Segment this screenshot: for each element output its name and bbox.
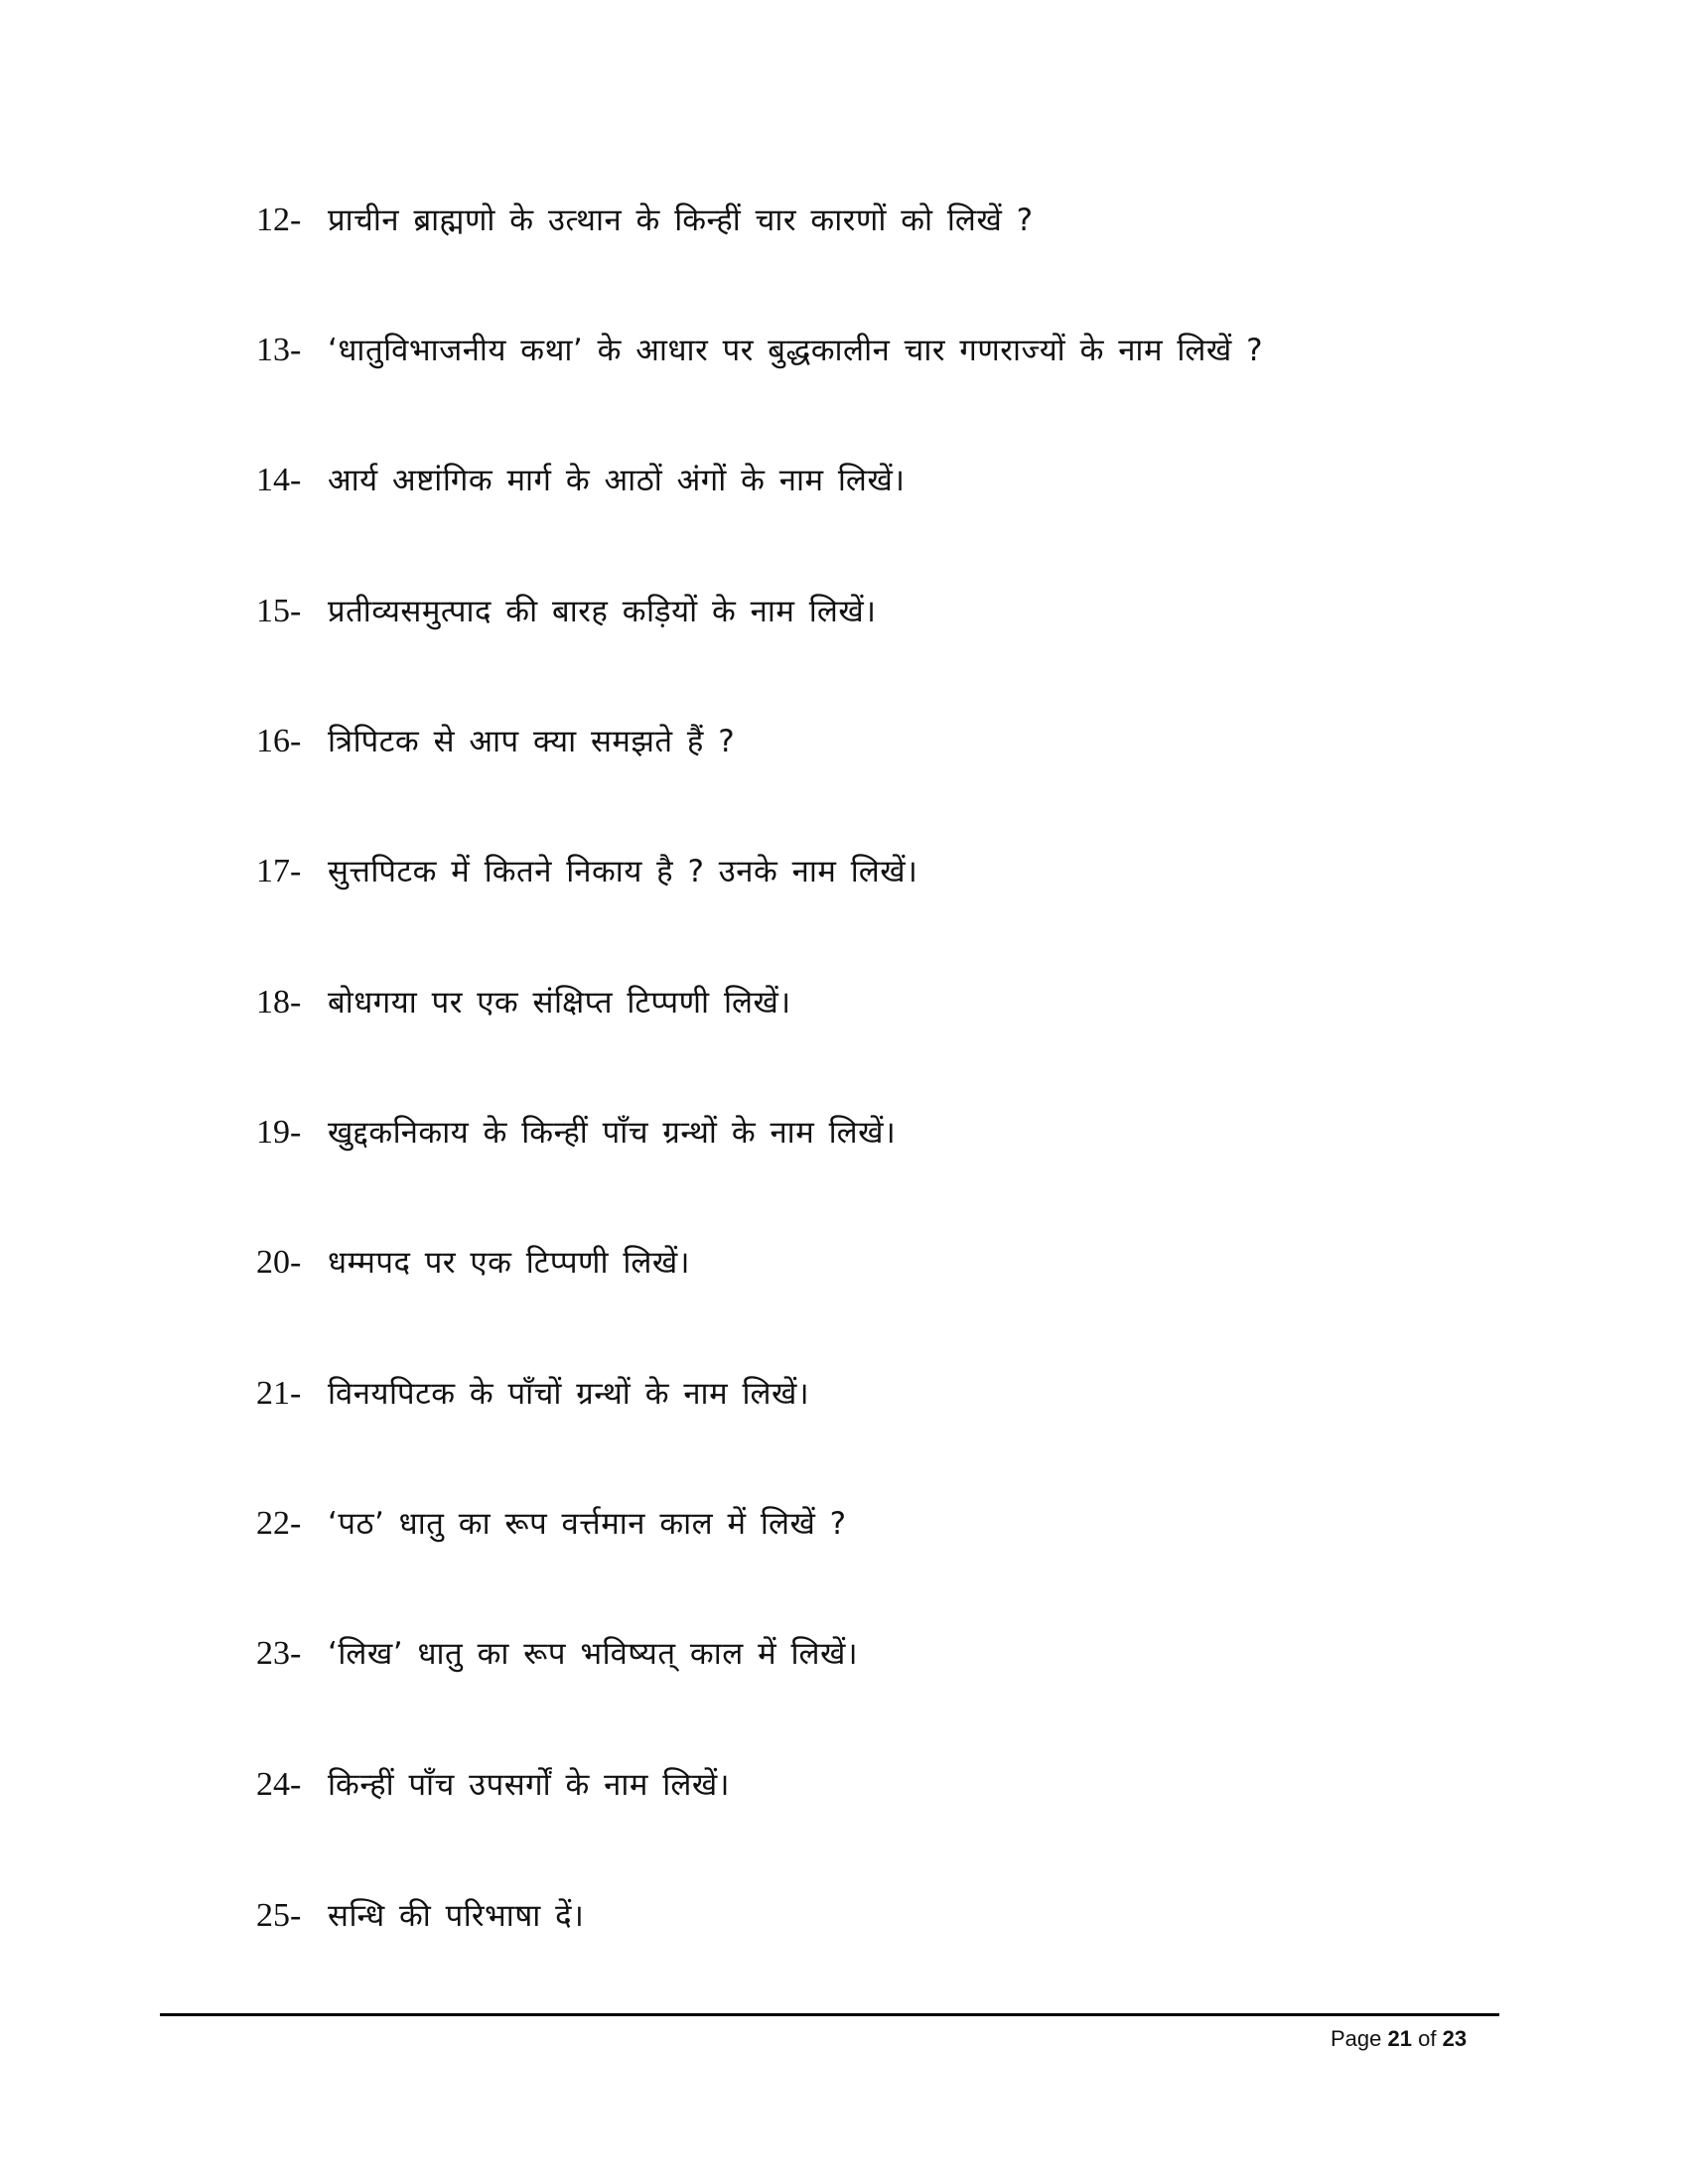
question-14 [256,456,906,505]
question-22 [256,1499,847,1549]
question-16 [256,717,735,766]
question-number: 19- [256,1114,302,1151]
question-25 [256,1891,584,1941]
page-number-footer [1331,2025,1499,2053]
question-text: सन्धि की परिभाषा दें। [328,1898,585,1934]
question-number: 23- [256,1635,302,1672]
footer-divider [160,2013,1499,2016]
question-text: प्राचीन ब्राह्मणो के उत्थान के किन्हीं चार कारणों को लिखें ? [328,203,1034,238]
question-13 [256,326,1263,375]
question-number: 20- [256,1244,302,1281]
question-number: 15- [256,593,302,629]
question-17 [256,847,917,896]
question-number: 25- [256,1897,302,1934]
question-text: खुद्दकनिकाय के किन्हीं पाँच ग्रन्थों के नाम लिखें। [328,1115,897,1151]
question-text: धम्मपद पर एक टिप्पणी लिखें। [328,1245,690,1281]
question-number: 13- [256,332,302,368]
question-12 [256,196,1034,245]
question-text: बोधगया पर एक संक्षिप्त टिप्पणी लिखें। [328,985,791,1021]
question-number: 22- [256,1505,302,1542]
question-number: 21- [256,1375,302,1412]
question-19 [256,1108,896,1158]
question-24 [256,1760,730,1810]
question-text: किन्हीं पाँच उपसर्गों के नाम लिखें। [328,1767,730,1803]
question-text: ‘लिख’ धातु का रूप भविष्यत् काल में लिखें। [328,1636,859,1672]
current-page-number: 21 [1387,2026,1412,2051]
question-20 [256,1238,690,1288]
question-number: 12- [256,202,302,238]
question-text: आर्य अष्टांगिक मार्ग के आठों अंगों के नाम लिखें। [328,463,906,498]
of-label: of [1418,2026,1437,2051]
question-number: 24- [256,1766,302,1803]
question-number: 16- [256,723,302,759]
question-number: 17- [256,853,302,889]
question-number: 14- [256,462,302,498]
question-23 [256,1629,858,1679]
question-text: प्रतीव्यसमुत्पाद की बारह कड़ियों के नाम लिखें। [328,594,877,629]
question-text: त्रिपिटक से आप क्या समझते हैं ? [328,724,736,759]
question-18 [256,978,791,1027]
question-number: 18- [256,984,302,1021]
total-pages-number: 23 [1442,2026,1468,2051]
question-21 [256,1369,809,1419]
question-15 [256,587,876,636]
page-label: Page [1331,2026,1382,2051]
question-text: ‘धातुविभाजनीय कथा’ के आधार पर बुद्धकालीन चार गणराज्यों के नाम लिखें ? [328,333,1264,368]
question-text: ‘पठ’ धातु का रूप वर्त्तमान काल में लिखें ? [328,1506,847,1542]
question-text: सुत्तपिटक में कितने निकाय है ? उनके नाम लिखें। [328,854,918,889]
question-text: विनयपिटक के पाँचों ग्रन्थों के नाम लिखें। [328,1376,810,1412]
